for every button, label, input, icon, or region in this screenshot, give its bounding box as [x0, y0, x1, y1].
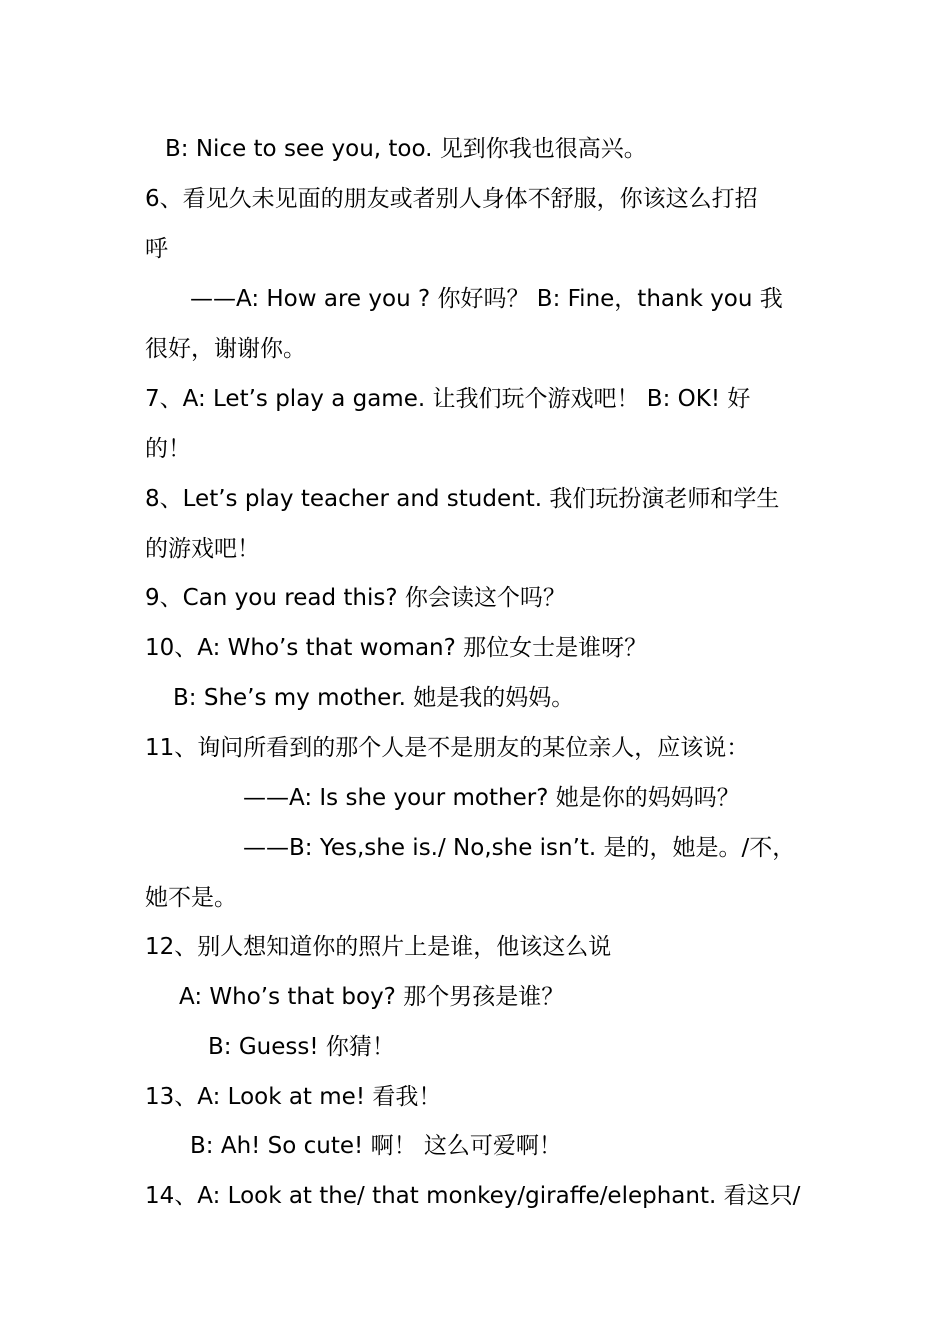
text-line-8: 8、Let’s play teacher and student. 我们玩扮演老师和学生 — [145, 486, 780, 512]
text-line-6: 7、A: Let’s play a game. 让我们玩个游戏吧！ B: OK! 好 — [145, 386, 751, 412]
text-line-3: 呼 — [145, 236, 168, 262]
text-line-1: B: Nice to see you, too. 见到你我也很高兴。 — [165, 136, 647, 162]
text-line-4: ——A: How are you ? 你好吗？ B: Fine，thank you 我 — [190, 286, 783, 312]
text-line-7: 的！ — [145, 436, 191, 462]
text-line-13: 11、询问所看到的那个人是不是朋友的某位亲人，应该说： — [145, 735, 750, 761]
text-line-19: B: Guess! 你猜！ — [208, 1034, 395, 1060]
text-line-21: B: Ah! So cute! 啊！ 这么可爱啊！ — [190, 1133, 562, 1159]
text-line-18: A: Who’s that boy? 那个男孩是谁？ — [179, 984, 565, 1010]
text-line-22: 14、A: Look at the/ that monkey/giraffe/elephant. 看这只/ — [145, 1183, 801, 1209]
text-line-17: 12、别人想知道你的照片上是谁，他该这么说 — [145, 934, 612, 960]
text-line-10: 9、Can you read this? 你会读这个吗？ — [145, 585, 566, 611]
text-line-9: 的游戏吧！ — [145, 536, 260, 562]
text-line-11: 10、A: Who’s that woman? 那位女士是谁呀？ — [145, 635, 648, 661]
text-line-5: 很好，谢谢你。 — [145, 336, 306, 362]
text-line-16: 她不是。 — [145, 885, 237, 911]
text-line-14: ——A: Is she your mother? 她是你的妈妈吗？ — [243, 785, 740, 811]
text-line-20: 13、A: Look at me! 看我！ — [145, 1084, 442, 1110]
text-line-2: 6、看见久未见面的朋友或者别人身体不舒服，你该这么打招 — [145, 186, 758, 212]
text-line-12: B: She’s my mother. 她是我的妈妈。 — [173, 685, 575, 711]
text-line-15: ——B: Yes,she is./ No,she isn’t. 是的，她是。/不， — [243, 835, 796, 861]
